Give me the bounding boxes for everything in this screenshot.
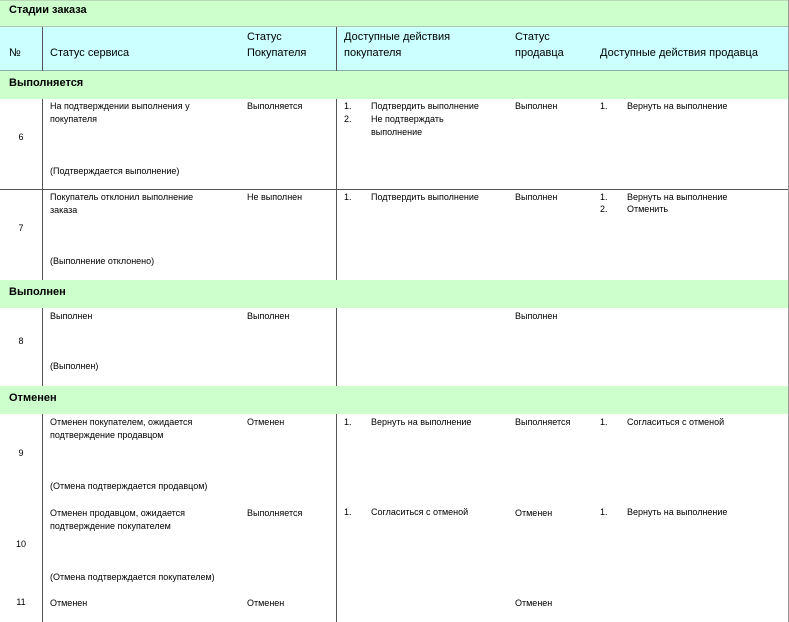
title-row bbox=[0, 0, 789, 27]
buyer-status: Выполнен bbox=[247, 311, 290, 321]
table-row bbox=[0, 190, 789, 280]
service-status: заказа bbox=[50, 205, 78, 215]
header-buyer-status-1: Статус bbox=[247, 31, 282, 43]
section-title: Отменен bbox=[9, 392, 57, 404]
list-number: 1. bbox=[600, 417, 608, 427]
buyer-action-label: Вернуть на выполнение bbox=[371, 417, 472, 427]
service-status-note: (Отмена подтверждается продавцом) bbox=[50, 481, 208, 491]
seller-action-label: Согласиться с отменой bbox=[627, 417, 725, 427]
buyer-action-label: Не подтверждать bbox=[371, 114, 444, 124]
header-buyer-actions-2: покупателя bbox=[344, 47, 402, 59]
table-title: Стадии заказа bbox=[9, 4, 87, 16]
seller-action-label: Вернуть на выполнение bbox=[627, 192, 728, 202]
buyer-status: Не выполнен bbox=[247, 192, 303, 202]
section-done bbox=[0, 280, 789, 308]
seller-status: Отменен bbox=[515, 508, 553, 518]
service-status-note: (Выполнение отклонено) bbox=[50, 256, 155, 266]
service-status: покупателя bbox=[50, 114, 97, 124]
row-number: 8 bbox=[18, 336, 24, 346]
row-number: 10 bbox=[15, 539, 26, 549]
seller-status: Отменен bbox=[515, 598, 553, 608]
buyer-status: Выполняется bbox=[247, 508, 303, 518]
column-divider bbox=[42, 414, 43, 622]
row-number: 11 bbox=[16, 597, 26, 607]
list-number: 2. bbox=[600, 204, 608, 214]
header-row bbox=[0, 27, 789, 71]
buyer-status: Выполняется bbox=[247, 101, 303, 111]
service-status: подтверждение покупателем bbox=[50, 521, 171, 531]
buyer-action-label: выполнение bbox=[371, 127, 423, 137]
list-number: 1. bbox=[600, 101, 608, 111]
header-buyer-actions-1: Доступные действия bbox=[344, 31, 451, 43]
seller-action-label: Вернуть на выполнение bbox=[627, 507, 728, 517]
buyer-action-label: Подтвердить выполнение bbox=[371, 192, 479, 202]
list-number: 1. bbox=[344, 507, 352, 517]
section-title: Выполнен bbox=[9, 286, 66, 298]
service-status: Отменен bbox=[50, 598, 88, 608]
list-number: 1. bbox=[600, 507, 608, 517]
column-divider bbox=[336, 414, 337, 622]
buyer-action-label: Согласиться с отменой bbox=[371, 507, 469, 517]
buyer-action-label: Подтвердить выполнение bbox=[371, 101, 479, 111]
table-row bbox=[0, 596, 789, 622]
list-number: 1. bbox=[344, 417, 352, 427]
row-number: 7 bbox=[18, 223, 24, 233]
row-number: 9 bbox=[18, 448, 24, 458]
service-status: подтверждение продавцом bbox=[50, 430, 164, 440]
table-row bbox=[0, 505, 789, 596]
service-status-note: (Отмена подтверждается покупателем) bbox=[50, 572, 215, 582]
service-status: Отменен продавцом, ожидается bbox=[50, 508, 186, 518]
seller-status: Выполняется bbox=[515, 417, 571, 427]
list-number: 1. bbox=[600, 192, 608, 202]
service-status: На подтверждении выполнения у bbox=[50, 101, 190, 111]
section-cancelled bbox=[0, 386, 789, 414]
seller-action-label: Вернуть на выполнение bbox=[627, 101, 728, 111]
table-row bbox=[0, 414, 789, 505]
list-number: 2. bbox=[344, 114, 352, 124]
seller-status: Выполнен bbox=[515, 311, 558, 321]
header-divider bbox=[336, 27, 337, 71]
column-divider bbox=[42, 99, 43, 280]
table-row bbox=[0, 308, 789, 386]
seller-status: Выполнен bbox=[515, 101, 558, 111]
buyer-status: Отменен bbox=[247, 598, 285, 608]
service-status: Отменен покупателем, ожидается bbox=[50, 417, 193, 427]
header-buyer-status-2: Покупателя bbox=[247, 47, 307, 59]
row-number: 6 bbox=[18, 132, 24, 142]
header-seller-status-1: Статус bbox=[515, 31, 550, 43]
buyer-status: Отменен bbox=[247, 417, 285, 427]
section-title: Выполняется bbox=[9, 77, 84, 89]
header-seller-status-2: продавца bbox=[515, 47, 564, 59]
header-seller-actions: Доступные действия продавца bbox=[600, 47, 758, 59]
header-service-status: Статус сервиса bbox=[50, 47, 130, 59]
service-status-note: (Подтверждается выполнение) bbox=[50, 166, 180, 176]
column-divider bbox=[336, 308, 337, 386]
list-number: 1. bbox=[344, 192, 352, 202]
table-row bbox=[0, 99, 789, 190]
section-in-progress bbox=[0, 71, 789, 99]
service-status: Покупатель отклонил выполнение bbox=[50, 192, 194, 202]
service-status: Выполнен bbox=[50, 311, 93, 321]
header-divider bbox=[42, 27, 43, 71]
seller-status: Выполнен bbox=[515, 192, 558, 202]
seller-action-label: Отменить bbox=[627, 204, 669, 214]
header-num: № bbox=[9, 47, 21, 59]
column-divider bbox=[336, 99, 337, 280]
service-status-note: (Выполнен) bbox=[50, 361, 99, 371]
column-divider bbox=[42, 308, 43, 386]
list-number: 1. bbox=[344, 101, 352, 111]
